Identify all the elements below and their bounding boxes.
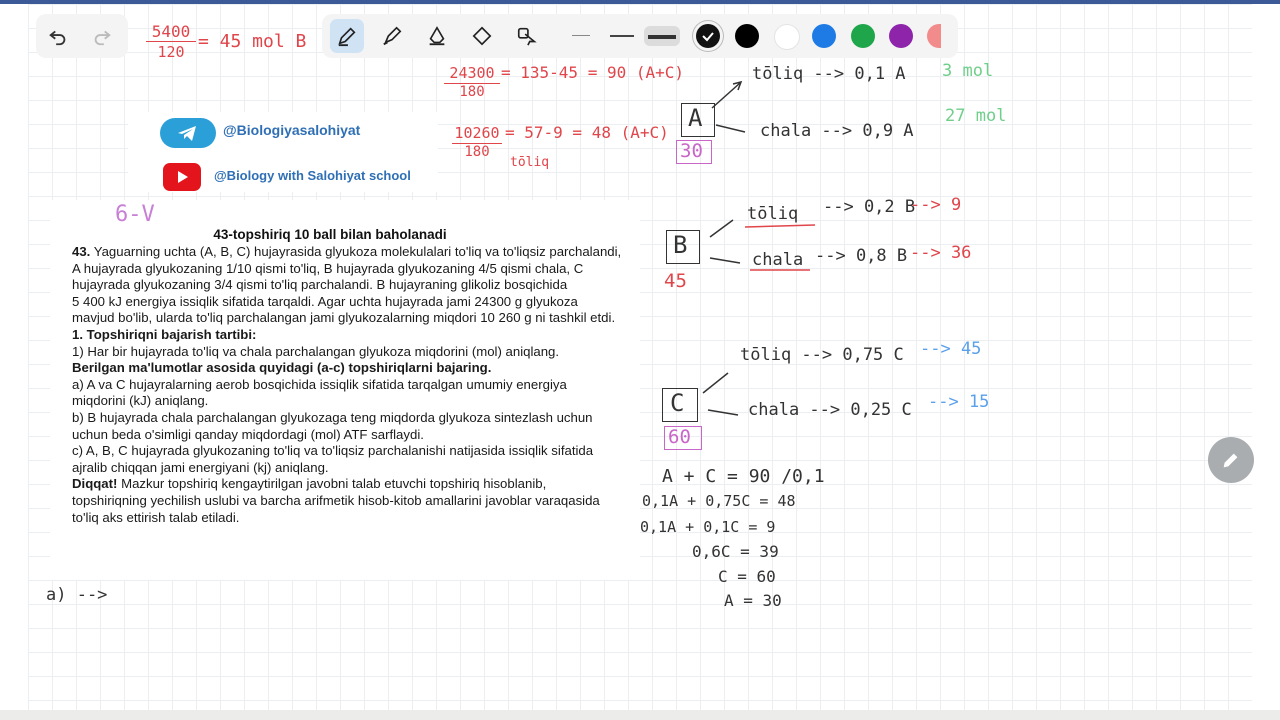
section-1-heading: 1. Topshiriqni bajarish tartibi: <box>72 326 257 342</box>
pen-tool-button[interactable] <box>330 19 364 53</box>
fraction1-denominator: 120 <box>157 43 185 61</box>
eraser-tool-button[interactable] <box>468 22 496 50</box>
cell-b-partial: chala <box>752 250 804 270</box>
cell-a-partial: chala --> 0,9 A <box>760 121 914 141</box>
problem-title: 43-topshiriq 10 ball bilan baholanadi <box>213 227 447 242</box>
cell-diagram-arrows <box>640 60 1200 480</box>
task-a: a) A va C hujayralarning aerob bosqichida issiqlik sifatida tarqalgan umumiy energiya miqdorini (kJ) aniqlang. <box>72 376 567 409</box>
cell-b-full-result: --> 9 <box>910 195 962 215</box>
redo-button[interactable] <box>88 22 116 50</box>
pen-icon <box>336 25 358 47</box>
color-swatch-green[interactable] <box>851 24 875 48</box>
pencil-icon <box>1220 449 1242 471</box>
step-1: 1) Har bir hujayrada to'liq va chala parchalangan glyukoza miqdorini (mol) aniqlang. <box>72 343 560 359</box>
problem-statement: Yaguarning uchta (A, B, C) hujayrasida glyukoza molekulalari to'liq va to'liqsiz parchalandi, A hujayrada glyukozaning 1/10 qismi to'liq, B hujayrada glyukozaning 4/5 qismi chala, C hujayrada glyukozaning 3/4 qismi to'liq parchalandi. B hujayraning glikoliz bosqichida <box>72 244 622 293</box>
fraction2-denominator: 180 <box>459 84 485 100</box>
cell-b-total: 45 <box>664 270 687 292</box>
cell-c-partial: chala --> 0,25 C <box>748 400 912 420</box>
color-swatch-red-partial[interactable] <box>927 24 941 48</box>
fraction1-numerator: 5400 <box>151 22 191 41</box>
lasso-icon <box>516 25 538 47</box>
highlighter-tool-button[interactable] <box>378 22 406 50</box>
cell-c-label: C <box>670 389 685 417</box>
lasso-tool-button[interactable] <box>513 22 541 50</box>
warning-label: Diqqat! <box>72 476 118 492</box>
cell-c-full: tōliq --> 0,75 C <box>740 345 904 365</box>
problem-statement-2: 5 400 kJ energiya issiqlik sifatida tarqaldi. Agar uchta hujayrada jami 24300 g glyukoza mavjud bo'lib, ularda to'liq parchalangan jami glyukozalarning miqdori 10 260 g ni tashkil etdi. <box>72 293 616 326</box>
color-swatch-purple[interactable] <box>889 24 913 48</box>
color-swatch-black-selected[interactable] <box>696 24 720 48</box>
color-swatch-black[interactable] <box>735 24 759 48</box>
fraction1-result: = 45 mol B <box>198 31 307 52</box>
task-b: b) B hujayrada chala parchalangan glyukozaga teng miqdorda glyukoza sintezlash uchun uchun beda o'simligi qanday miqdordagi (mol) ATF sarflaydi. <box>72 409 593 442</box>
fraction2-result: = 135-45 = 90 (A+C) <box>501 63 685 82</box>
marker-icon <box>426 25 448 47</box>
warning-text: Mazkur topshiriq kengaytirilgan javobni talab etuvchi topshiriq hisoblanib, topshiriqning yechilish uslubi va barcha arifmetik hisob-kitob amallarini javoblar varaqasida to'liq aks ettirish talab etiladi. <box>72 476 600 525</box>
marker-tool-button[interactable] <box>423 22 451 50</box>
cell-c-partial-result: --> 15 <box>928 392 990 412</box>
variant-note: 6-V <box>115 202 155 227</box>
undo-button[interactable] <box>44 22 72 50</box>
equation-2: 0,1A + 0,75C = 48 <box>642 492 796 510</box>
telegram-handle[interactable]: @Biologiyasalohiyat <box>223 122 361 138</box>
eraser-icon <box>471 25 493 47</box>
right-margin <box>1252 4 1280 710</box>
cell-c-full-result: --> 45 <box>920 339 982 359</box>
cell-b-full-value: --> 0,2 B <box>823 197 916 217</box>
equation-6: A = 30 <box>724 591 782 610</box>
cell-c-total: 60 <box>668 426 691 448</box>
color-swatch-white[interactable] <box>774 24 800 50</box>
highlighter-icon <box>381 25 403 47</box>
undo-icon <box>47 25 69 47</box>
cell-a-label: A <box>688 104 703 132</box>
check-icon <box>696 24 720 48</box>
fraction1-bar <box>146 41 196 42</box>
thin-line-option[interactable] <box>572 35 590 36</box>
cell-a-total: 30 <box>680 140 703 162</box>
equation-3: 0,1A + 0,1C = 9 <box>640 518 776 536</box>
edit-fab-button[interactable] <box>1208 437 1254 483</box>
cell-b-partial-result: --> 36 <box>910 243 972 263</box>
equation-5: C = 60 <box>718 567 776 586</box>
bottom-bar <box>0 710 1280 720</box>
problem-number: 43. <box>72 244 91 259</box>
equation-1: A + C = 90 /0,1 <box>662 466 825 487</box>
redo-icon <box>91 25 113 47</box>
medium-line-option[interactable] <box>610 35 634 37</box>
cell-a-partial-mol: 27 mol <box>945 106 1007 126</box>
fraction3-denominator: 180 <box>464 144 490 160</box>
left-margin <box>0 4 28 710</box>
margin-note-a: a) --> <box>46 585 108 605</box>
youtube-icon <box>163 163 201 191</box>
social-links-card <box>128 112 438 192</box>
fraction3-numerator: 10260 <box>454 124 500 142</box>
cell-b-label: B <box>673 231 688 259</box>
fraction3-result: = 57-9 = 48 (A+C) <box>505 123 669 142</box>
telegram-icon <box>160 118 216 148</box>
section-2-heading: Berilgan ma'lumotlar asosida quyidagi (a-c) topshiriqlarni bajaring. <box>72 360 492 376</box>
drawing-toolbar <box>322 14 958 58</box>
cell-a-full: tōliq --> 0,1 A <box>752 64 906 84</box>
cell-b-full: tōliq <box>747 204 799 224</box>
fraction2-numerator: 24300 <box>449 64 495 82</box>
youtube-handle[interactable]: @Biology with Salohiyat school <box>214 168 411 183</box>
cell-a-full-mol: 3 mol <box>942 61 994 81</box>
fraction3-note: tōliq <box>510 155 550 170</box>
task-c: c) A, B, C hujayrada glyukozaning to'liq va to'liqsiz parchalanishi natijasida issiqlik sifatida ajralib chiqqan jami energiyani (kj) aniqlang. <box>72 443 594 475</box>
cell-b-partial-value: --> 0,8 B <box>815 246 908 266</box>
problem-body <box>72 244 622 526</box>
history-toolbar <box>36 14 128 58</box>
color-swatch-blue[interactable] <box>812 24 836 48</box>
problem-card <box>50 200 640 580</box>
equation-4: 0,6C = 39 <box>692 542 779 561</box>
thick-line-stroke <box>648 35 676 39</box>
